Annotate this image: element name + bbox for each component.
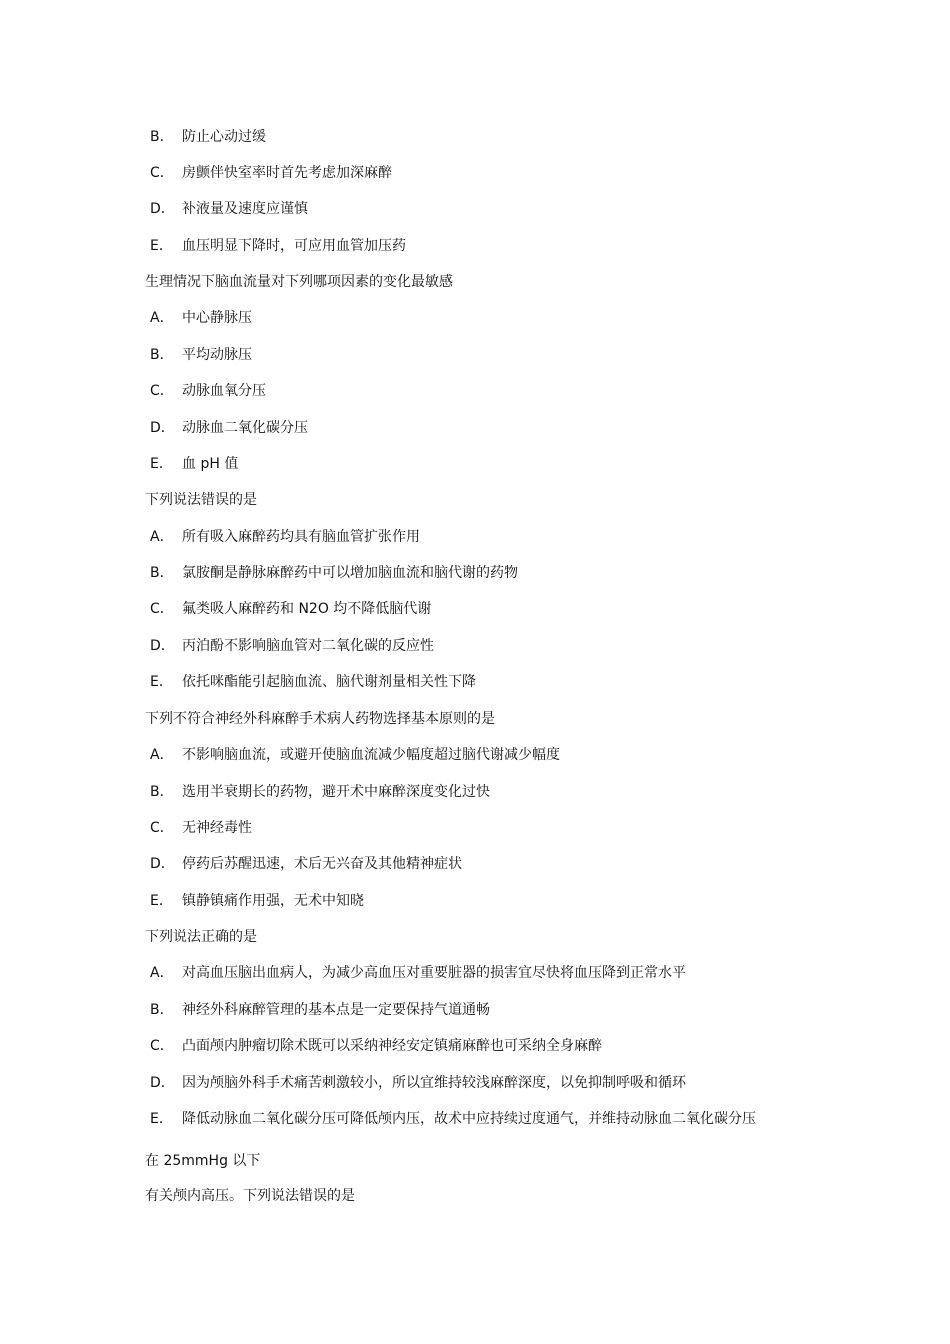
option-text: 依托咪酯能引起脑血流、脑代谢剂量相关性下降: [182, 674, 476, 690]
option-line: [150, 528, 420, 546]
option-text: 凸面颅内肿瘤切除术既可以采纳神经安定镇痛麻醉也可采纳全身麻醉: [182, 1038, 602, 1054]
option-text: 不影响脑血流，或避开使脑血流减少幅度超过脑代谢减少幅度: [182, 747, 560, 763]
option-text: 选用半衰期长的药物，避开术中麻醉深度变化过快: [182, 784, 490, 800]
option-line: [150, 1110, 756, 1128]
option-letter: E．: [150, 893, 173, 909]
option-line: [150, 819, 252, 837]
option-text: 氟类吸人麻醉药和 N2O 均不降低脑代谢: [182, 601, 432, 617]
option-line: [150, 128, 266, 146]
option-letter: B．: [150, 565, 174, 581]
option-line: [150, 346, 252, 364]
option-line: [150, 637, 434, 655]
option-letter: B．: [150, 129, 174, 145]
option-line: [150, 783, 490, 801]
option-letter: E．: [150, 674, 173, 690]
option-text: 血压明显下降时，可应用血管加压药: [182, 238, 406, 254]
option-letter: C．: [150, 383, 174, 399]
option-letter: B．: [150, 347, 174, 363]
option-text: 房颤伴快室率时首先考虑加深麻醉: [182, 165, 392, 181]
option-text: 对高血压脑出血病人，为减少高血压对重要脏器的损害宜尽快将血压降到正常水平: [182, 965, 686, 981]
option-line: [150, 1001, 490, 1019]
option-line: [150, 237, 406, 255]
option-line: [150, 455, 238, 473]
option-line: [150, 200, 308, 218]
option-text: 动脉血二氧化碳分压: [182, 420, 308, 436]
option-letter: C．: [150, 601, 174, 617]
option-text: 停药后苏醒迅速，术后无兴奋及其他精神症状: [182, 856, 462, 872]
option-line: [150, 1074, 686, 1092]
option-letter: D．: [150, 201, 175, 217]
question-stem: 下列说法正确的是: [145, 929, 257, 945]
option-text: 所有吸入麻醉药均具有脑血管扩张作用: [182, 529, 420, 545]
option-letter: B．: [150, 1002, 174, 1018]
option-letter: A．: [150, 529, 174, 545]
option-text: 因为颅脑外科手术痛苦刺激较小，所以宜维持较浅麻醉深度，以免抑制呼吸和循环: [182, 1075, 686, 1091]
option-line: [150, 164, 392, 182]
option-letter: D．: [150, 638, 175, 654]
option-line: [150, 382, 266, 400]
option-line: [150, 964, 686, 982]
option-line: [150, 673, 476, 691]
option-line: [150, 892, 364, 910]
option-line: [150, 564, 518, 582]
option-text: 氯胺酮是静脉麻醉药中可以增加脑血流和脑代谢的药物: [182, 565, 518, 581]
option-letter: C．: [150, 1038, 174, 1054]
option-letter: E．: [150, 456, 173, 472]
option-letter: D．: [150, 856, 175, 872]
continuation-text: 在 25mmHg 以下: [145, 1153, 261, 1169]
option-text: 神经外科麻醉管理的基本点是一定要保持气道通畅: [182, 1002, 490, 1018]
option-letter: A．: [150, 310, 174, 326]
option-text: 补液量及速度应谨慎: [182, 201, 308, 217]
option-letter: A．: [150, 965, 174, 981]
option-line: [150, 419, 308, 437]
question-stem: 下列不符合神经外科麻醉手术病人药物选择基本原则的是: [145, 711, 495, 727]
option-text: 镇静镇痛作用强，无术中知晓: [182, 893, 364, 909]
option-letter: C．: [150, 165, 174, 181]
option-letter: D．: [150, 1075, 175, 1091]
question-stem: 生理情况下脑血流量对下列哪项因素的变化最敏感: [145, 274, 453, 290]
option-line: [150, 309, 252, 327]
option-line: [150, 600, 431, 618]
option-letter: C．: [150, 820, 174, 836]
option-line: [150, 1037, 602, 1055]
option-line: [150, 746, 560, 764]
option-letter: D．: [150, 420, 175, 436]
option-text: 降低动脉血二氧化碳分压可降低颅内压，故术中应持续过度通气，并维持动脉血二氧化碳分压: [182, 1111, 756, 1127]
option-text: 中心静脉压: [182, 310, 252, 326]
option-line: [150, 855, 462, 873]
option-text: 无神经毒性: [182, 820, 252, 836]
option-text: 丙泊酚不影响脑血管对二氧化碳的反应性: [182, 638, 434, 654]
option-text: 平均动脉压: [182, 347, 252, 363]
option-text: 防止心动过缓: [182, 129, 266, 145]
option-letter: E．: [150, 1111, 173, 1127]
question-stem: 有关颅内高压。下列说法错误的是: [145, 1188, 355, 1204]
option-letter: A．: [150, 747, 174, 763]
option-text: 动脉血氧分压: [182, 383, 266, 399]
option-letter: E．: [150, 238, 173, 254]
option-text: 血 pH 值: [182, 456, 239, 472]
option-letter: B．: [150, 784, 174, 800]
question-stem: 下列说法错误的是: [145, 492, 257, 508]
